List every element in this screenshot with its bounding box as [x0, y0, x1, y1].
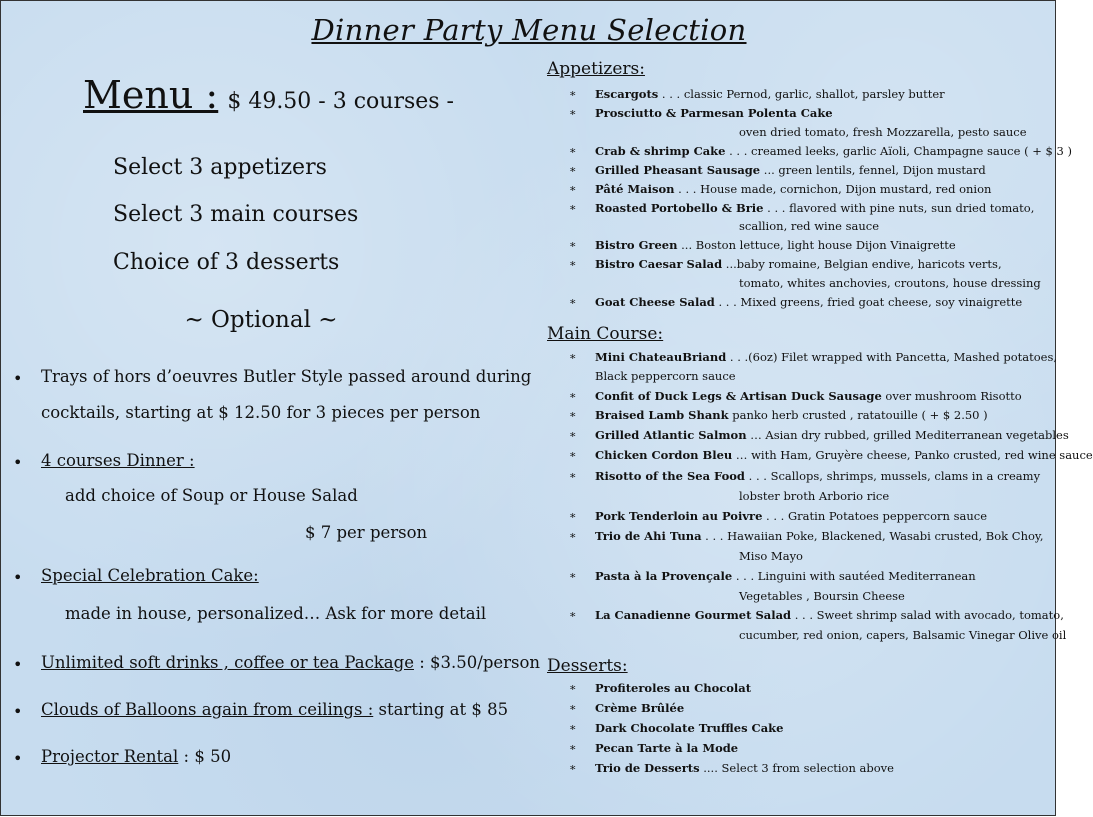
main-course-item-line	[595, 408, 988, 422]
star-bullet-icon: ∗	[569, 428, 577, 441]
main-course-item-line	[595, 569, 976, 583]
optional-item-text: cocktails, starting at $ 12.50 for 3 pieces per person	[41, 403, 481, 422]
optional-item-line	[41, 653, 540, 672]
star-bullet-icon: ∗	[569, 408, 577, 421]
optional-item-title: Projector Rental	[41, 747, 179, 766]
optional-item-line	[65, 604, 486, 623]
appetizer-item-name: Roasted Portobello & Brie	[595, 201, 764, 215]
selection-appetizers: Select 3 appetizers	[113, 155, 327, 180]
optional-item-title: 4 courses Dinner :	[41, 451, 195, 470]
appetizer-item-desc: . . . flavored with pine nuts, sun dried tomato,	[763, 201, 1035, 215]
optional-item-line	[41, 367, 531, 386]
optional-item-text: starting at $ 85	[373, 700, 509, 719]
main-course-item-line	[595, 529, 1044, 543]
menu-heading: Menu :	[83, 73, 219, 117]
main-course-item-name: Trio de Ahi Tuna	[595, 529, 702, 543]
main-course-item-line	[595, 509, 987, 523]
main-course-item-desc: … with Ham, Gruyère cheese, Panko crusted, red wine sauce	[732, 448, 1093, 462]
bullet-icon: •	[13, 369, 23, 388]
appetizer-item-name: Bistro Green	[595, 238, 678, 252]
appetizer-item-desc: ... green lentils, fennel, Dijon mustard	[760, 163, 986, 177]
appetizer-item-desc-cont: tomato, whites anchovies, croutons, house dressing	[739, 276, 1041, 290]
main-course-item-line	[595, 350, 1057, 364]
main-course-item-desc: . . . Sweet shrimp salad with avocado, tomato,	[791, 608, 1064, 622]
appetizer-item-desc-cont: scallion, red wine sauce	[739, 219, 879, 233]
main-course-item-desc: over mushroom Risotto	[881, 389, 1022, 403]
star-bullet-icon: ∗	[569, 87, 577, 100]
appetizer-item-desc-cont: oven dried tomato, fresh Mozzarella, pesto sauce	[739, 125, 1027, 139]
main-course-item-line	[595, 608, 1064, 622]
main-course-item-line	[595, 389, 1022, 403]
optional-item-title: Unlimited soft drinks , coffee or tea Package	[41, 653, 414, 672]
appetizers-heading: Appetizers:	[547, 59, 645, 79]
appetizer-item-line	[595, 295, 1022, 309]
optional-item-line	[41, 700, 508, 719]
main-course-item-desc-cont: Black peppercorn sauce	[595, 369, 736, 383]
optional-item-text: : $3.50/person	[413, 653, 541, 672]
main-course-item-desc-cont: Miso Mayo	[739, 549, 803, 563]
menu-price: $ 49.50 - 3 courses -	[227, 89, 454, 114]
dessert-item-line	[595, 721, 783, 735]
appetizer-item-line	[595, 182, 991, 196]
right-column	[531, 1, 1093, 817]
main-course-item-desc: . . .(6oz) Filet wrapped with Pancetta, Mashed potatoes,	[726, 350, 1058, 364]
menu-price-line	[83, 73, 454, 117]
main-course-item-name: Risotto of the Sea Food	[595, 469, 745, 483]
appetizer-item-line	[595, 238, 956, 252]
optional-item-text: made in house, personalized… Ask for more detail	[65, 604, 487, 623]
dessert-item-line	[595, 681, 751, 695]
main-course-item-desc-cont: Vegetables , Boursin Cheese	[739, 589, 905, 603]
star-bullet-icon: ∗	[569, 741, 577, 754]
star-bullet-icon: ∗	[569, 608, 577, 621]
desserts-heading: Desserts:	[547, 656, 628, 676]
main-course-item-desc: . . . Scallops, shrimps, mussels, clams in a creamy	[744, 469, 1041, 483]
optional-item-title: Special Celebration Cake:	[41, 566, 259, 585]
appetizer-item-name: Grilled Pheasant Sausage	[595, 163, 761, 177]
appetizer-item-desc: . . . House made, cornichon, Dijon mustard, red onion	[674, 182, 992, 196]
optional-item-title: Clouds of Balloons again from ceilings :	[41, 700, 374, 719]
appetizer-item-name: Prosciutto & Parmesan Polenta Cake	[595, 106, 833, 120]
optional-item-line	[41, 747, 231, 766]
main-course-item-name: Confit of Duck Legs & Artisan Duck Sausage	[595, 389, 882, 403]
main-course-item-desc-cont: cucumber, red onion, capers, Balsamic Vinegar Olive oil	[739, 628, 1067, 642]
main-course-item-name: Grilled Atlantic Salmon	[595, 428, 747, 442]
appetizer-item-line	[595, 257, 1002, 271]
star-bullet-icon: ∗	[569, 569, 577, 582]
star-bullet-icon: ∗	[569, 721, 577, 734]
main-course-item-desc: … Asian dry rubbed, grilled Mediterranean vegetables	[746, 428, 1069, 442]
star-bullet-icon: ∗	[569, 144, 577, 157]
bullet-icon: •	[13, 568, 23, 587]
dessert-item-name: Profiteroles au Chocolat	[595, 681, 752, 695]
bullet-icon: •	[13, 655, 23, 674]
appetizer-item-name: Bistro Caesar Salad	[595, 257, 723, 271]
optional-heading: ~ Optional ~	[184, 307, 338, 333]
main-course-item-name: Mini ChateauBriand	[595, 350, 727, 364]
appetizer-item-name: Crab & shrimp Cake	[595, 144, 726, 158]
optional-item-text: $ 7 per person	[305, 523, 428, 542]
dessert-item-name: Trio de Desserts	[595, 761, 700, 775]
selection-main-courses: Select 3 main courses	[113, 202, 359, 227]
appetizer-item-line	[595, 163, 986, 177]
star-bullet-icon: ∗	[569, 182, 577, 195]
left-column	[1, 1, 541, 817]
star-bullet-icon: ∗	[569, 469, 577, 482]
dessert-item-line	[595, 701, 684, 715]
main-course-item-desc: . . . Linguini with sautéed Mediterranean	[732, 569, 976, 583]
star-bullet-icon: ∗	[569, 509, 577, 522]
bullet-icon: •	[13, 749, 23, 768]
main-course-item-name: Pasta à la Provençale	[595, 569, 733, 583]
bullet-icon: •	[13, 453, 23, 472]
main-course-item-name: Chicken Cordon Bleu	[595, 448, 733, 462]
dessert-item-desc: .... Select 3 from selection above	[699, 761, 894, 775]
dessert-item-line	[595, 761, 894, 775]
main-course-item-line	[595, 469, 1040, 483]
star-bullet-icon: ∗	[569, 448, 577, 461]
dessert-item-line	[595, 741, 738, 755]
appetizer-item-name: Goat Cheese Salad	[595, 295, 715, 309]
star-bullet-icon: ∗	[569, 389, 577, 402]
star-bullet-icon: ∗	[569, 257, 577, 270]
optional-item-line	[41, 451, 195, 470]
main-course-item-desc: . . . Hawaiian Poke, Blackened, Wasabi crusted, Bok Choy,	[701, 529, 1044, 543]
main-course-item-desc: panko herb crusted , ratatouille ( + $ 2.50 )	[728, 408, 988, 422]
main-course-item-desc: . . . Gratin Potatoes peppercorn sauce	[762, 509, 988, 523]
page-title: Dinner Party Menu Selection	[311, 13, 747, 47]
star-bullet-icon: ∗	[569, 295, 577, 308]
optional-item-line	[41, 403, 480, 422]
main-course-item-line	[595, 428, 1069, 442]
dessert-item-name: Dark Chocolate Truffles Cake	[595, 721, 784, 735]
appetizer-item-name: Escargots	[595, 87, 659, 101]
star-bullet-icon: ∗	[569, 761, 577, 774]
star-bullet-icon: ∗	[569, 106, 577, 119]
appetizer-item-name: Pâté Maison	[595, 182, 675, 196]
star-bullet-icon: ∗	[569, 701, 577, 714]
optional-item-line	[305, 523, 427, 542]
star-bullet-icon: ∗	[569, 201, 577, 214]
star-bullet-icon: ∗	[569, 350, 577, 363]
main-course-item-desc-cont: lobster broth Arborio rice	[739, 489, 890, 503]
appetizer-item-line	[595, 201, 1034, 215]
appetizer-item-desc: . . . Mixed greens, fried goat cheese, soy vinaigrette	[714, 295, 1023, 309]
main-course-item-line	[595, 448, 1093, 462]
appetizer-item-desc: ... Boston lettuce, light house Dijon Vinaigrette	[677, 238, 956, 252]
optional-item-text: : $ 50	[178, 747, 232, 766]
main-course-heading: Main Course:	[547, 324, 664, 344]
dessert-item-name: Crème Brûlée	[595, 701, 685, 715]
optional-item-text: add choice of Soup or House Salad	[65, 486, 358, 505]
main-course-item-name: Pork Tenderloin au Poivre	[595, 509, 763, 523]
appetizer-item-line	[595, 106, 833, 120]
star-bullet-icon: ∗	[569, 163, 577, 176]
optional-item-text: Trays of hors d’oeuvres Butler Style passed around during	[41, 367, 532, 386]
appetizer-item-line	[595, 144, 1072, 158]
optional-item-line	[65, 486, 358, 505]
star-bullet-icon: ∗	[569, 238, 577, 251]
appetizer-item-desc: ...baby romaine, Belgian endive, haricots verts,	[722, 257, 1002, 271]
bullet-icon: •	[13, 702, 23, 721]
optional-item-line	[41, 566, 259, 585]
appetizer-item-desc: . . . creamed leeks, garlic Aïoli, Champagne sauce ( + $ 3 )	[725, 144, 1072, 158]
star-bullet-icon: ∗	[569, 529, 577, 542]
selection-desserts: Choice of 3 desserts	[113, 250, 340, 275]
main-course-item-name: La Canadienne Gourmet Salad	[595, 608, 792, 622]
dessert-item-name: Pecan Tarte à la Mode	[595, 741, 739, 755]
appetizer-item-desc: . . . classic Pernod, garlic, shallot, parsley butter	[658, 87, 945, 101]
star-bullet-icon: ∗	[569, 681, 577, 694]
main-course-item-name: Braised Lamb Shank	[595, 408, 729, 422]
appetizer-item-line	[595, 87, 945, 101]
